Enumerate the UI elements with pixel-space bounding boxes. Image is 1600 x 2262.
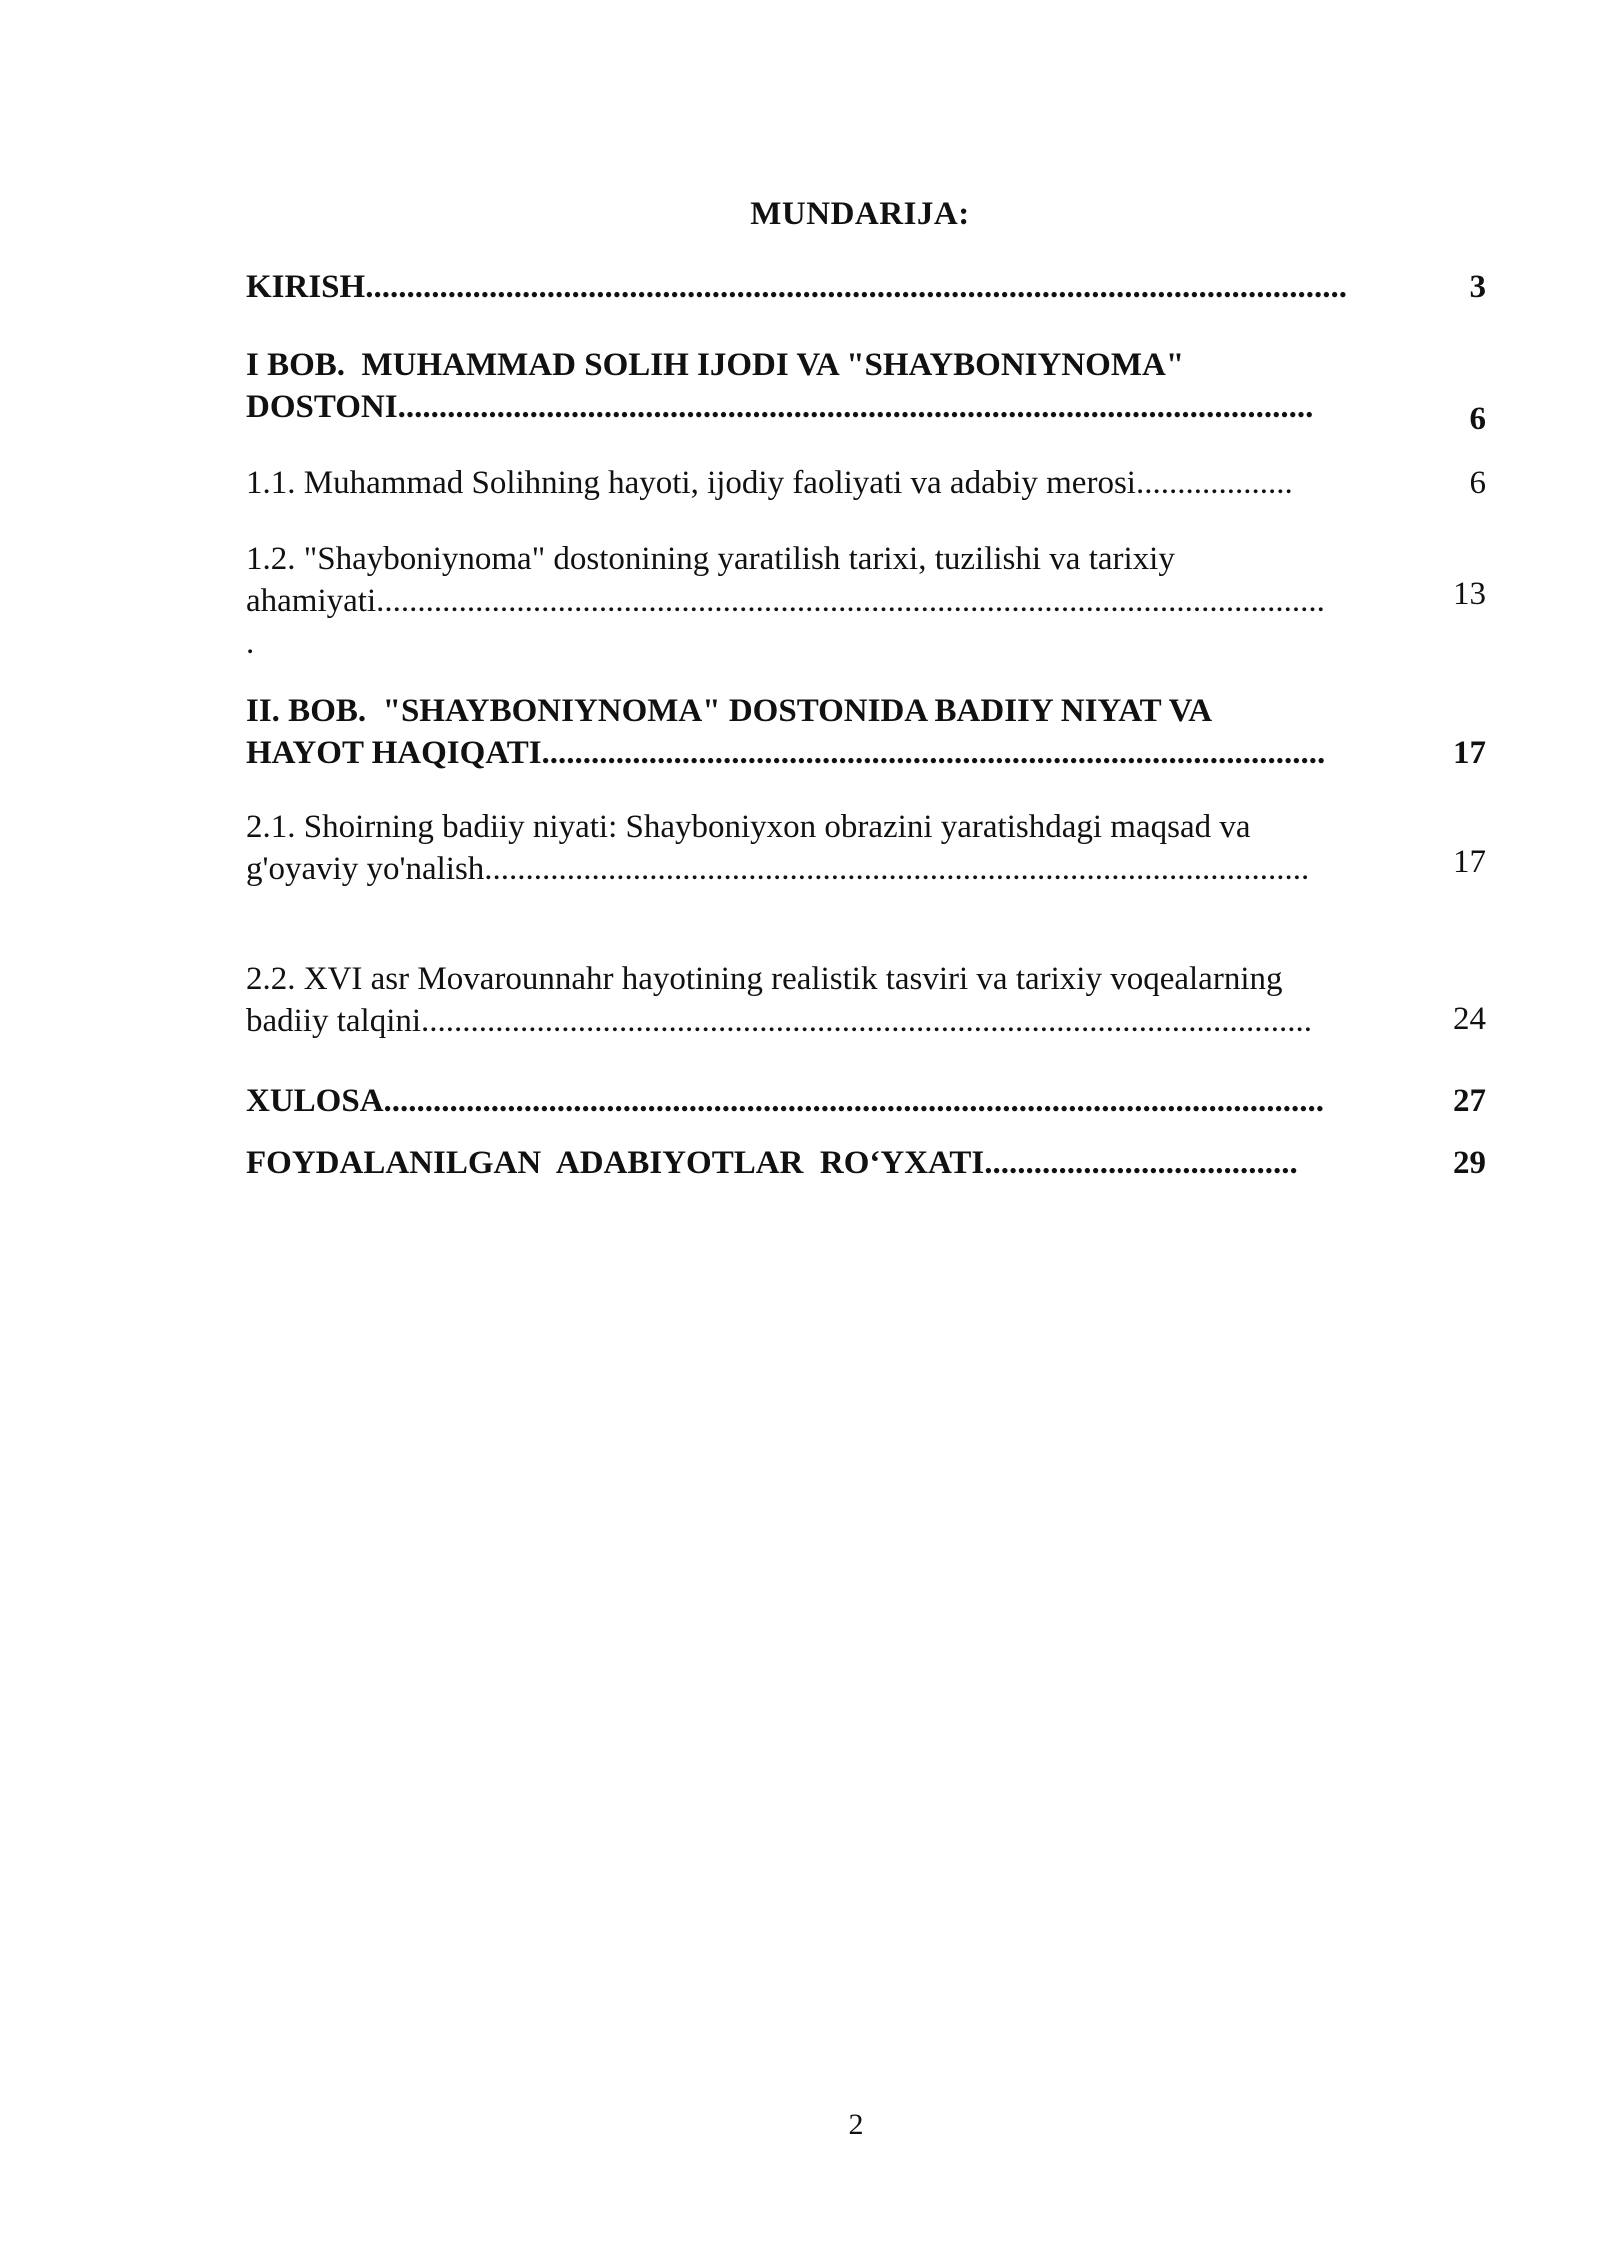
toc-entry-chapter-1 <box>246 344 1486 437</box>
toc-entry-text: XULOSA.................................................................................................................. <box>246 1083 1325 1119</box>
toc-entry-section-2-2 <box>246 958 1486 1042</box>
toc-entry-text: 2.1. Shoirning badiiy niyati: Shayboniyxon obrazini yaratishdagi maqsad va g'oyaviy yo'nalish.................................................................................................... <box>246 809 1310 887</box>
toc-entry-kirish <box>246 266 1486 308</box>
toc-entry-section-2-1 <box>246 806 1486 890</box>
toc-entry-section-1-1 <box>246 462 1486 504</box>
toc-page-number: 17 <box>1453 844 1486 880</box>
toc-page-number: 17 <box>1453 735 1486 771</box>
toc-entry-text: 1.1. Muhammad Solihning hayoti, ijodiy faoliyati va adabiy merosi................... <box>246 465 1293 501</box>
toc-entry-text: KIRISH....................................................................................................................... <box>246 269 1347 305</box>
toc-page-number: 3 <box>1469 269 1486 305</box>
toc-page-number: 27 <box>1453 1083 1486 1119</box>
toc-entry-text: II. BOB. "SHAYBONIYNOMA" DOSTONIDA BADIIY NIYAT VA HAYOT HAQIQATI............................................................................................... <box>246 693 1326 771</box>
toc-entry-text: 1.2. "Shayboniynoma" dostonining yaratilish tarixi, tuzilishi va tarixiy ahamiyati................................................................................................................... . <box>246 541 1325 661</box>
toc-page-number: 6 <box>1469 401 1486 437</box>
toc-entry-text: 2.2. XVI asr Movarounnahr hayotining realistik tasviri va tarixiy voqealarning badiiy talqini............................................................................................................ <box>246 961 1313 1039</box>
toc-entry-chapter-2 <box>246 690 1486 774</box>
toc-entry-text: I BOB. MUHAMMAD SOLIH IJODI VA "SHAYBONIYNOMA" DOSTONI............................................................................................................... <box>246 347 1314 425</box>
toc-entry-text: FOYDALANILGAN ADABIYOTLAR RO‘YXATI...................................... <box>246 1145 1298 1181</box>
toc-page-number: 6 <box>1469 465 1486 501</box>
toc-entry-section-1-2 <box>246 538 1486 664</box>
toc-page-number: 24 <box>1453 1001 1486 1037</box>
footer-page-number: 2 <box>848 2108 864 2141</box>
page-title: MUNDARIJA: <box>750 196 970 232</box>
toc-entry-xulosa <box>246 1080 1486 1122</box>
toc-page-number: 29 <box>1453 1145 1486 1181</box>
toc-page-number: 13 <box>1453 576 1486 612</box>
toc-entry-bibliography <box>246 1142 1486 1184</box>
